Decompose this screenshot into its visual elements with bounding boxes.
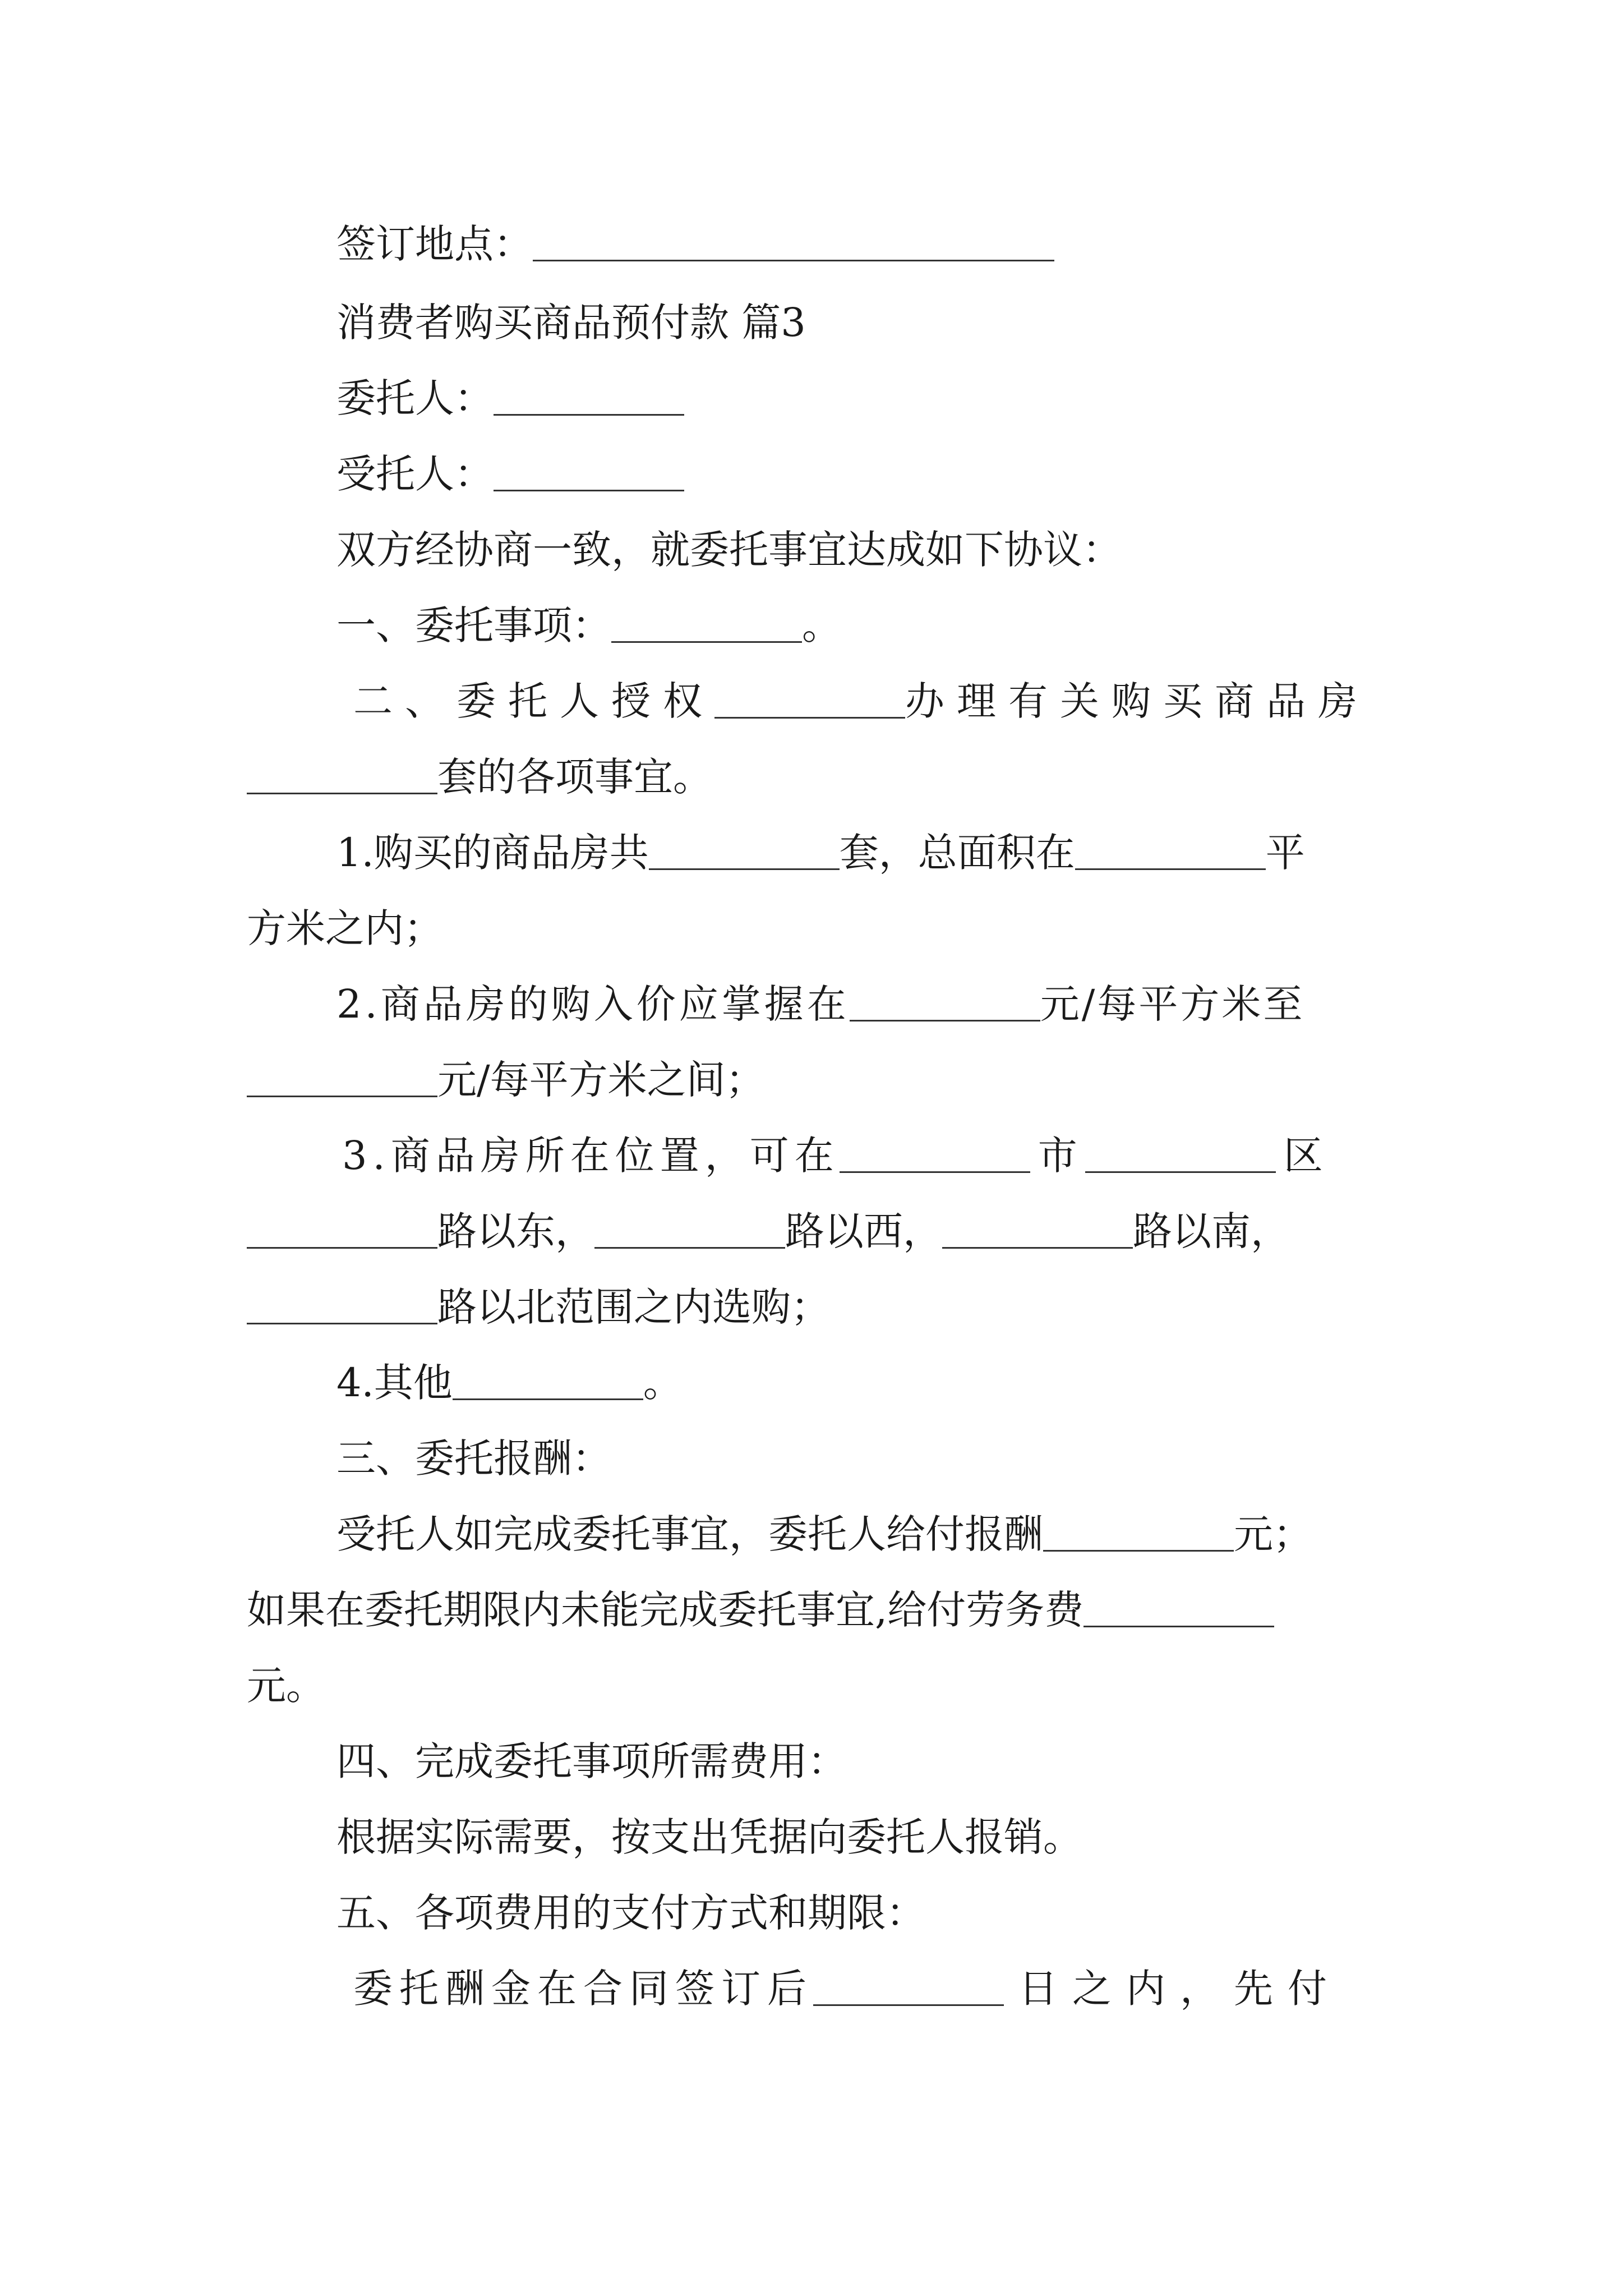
sec5-heading [336, 1888, 925, 1938]
p4-end: 。 [643, 1360, 683, 1406]
p1-line [336, 827, 1305, 878]
p3-line-3 [247, 1282, 830, 1332]
agent-blank [494, 453, 684, 492]
sec3-line-3 [247, 1660, 325, 1711]
principal-line [336, 373, 684, 424]
section-title-text: 消费者购买商品预付款 篇3 [336, 300, 806, 346]
item2-end: 套的各项事宜。 [437, 754, 712, 800]
p2-blank-a [850, 983, 1040, 1022]
sign-place-line [336, 219, 1054, 269]
p3-line-2 [247, 1206, 1290, 1257]
agent-line [336, 449, 684, 499]
intro-text: 双方经协商一致，就委托事宜达成如下协议： [336, 527, 1122, 573]
p1-blank-a [649, 831, 840, 871]
p3-blank-c [247, 1210, 437, 1249]
p2-label: 2.商品房的购入价应掌握在 [336, 981, 850, 1027]
sec3-unit: 元； [1234, 1511, 1312, 1557]
sec4-text: 根据实际需要，按支出凭据向委托人报销。 [336, 1814, 1082, 1860]
p2-line [336, 979, 1304, 1029]
p3-south: 路以南， [1133, 1208, 1290, 1254]
item2-blank-b [247, 756, 437, 795]
p4-label: 4.其他 [336, 1360, 453, 1406]
sec5-line [353, 1963, 1341, 2014]
p3-line [342, 1130, 1323, 1181]
p3-blank-e [942, 1210, 1133, 1249]
p3-east: 路以东， [437, 1208, 594, 1254]
p4-blank [453, 1361, 643, 1401]
item2-line-2 [247, 752, 712, 802]
p3-west: 路以西， [785, 1208, 942, 1254]
sec3-heading [336, 1433, 611, 1484]
sec3-line [336, 1509, 1312, 1559]
principal-label: 委托人： [336, 375, 494, 421]
p1-cont: 方米之内； [247, 905, 443, 951]
sec3-heading-text: 三、委托报酬： [336, 1435, 611, 1481]
item2-label: 二、委托人授权 [353, 678, 714, 724]
sec5-blank [813, 1967, 1004, 2007]
sec3-line-2 [247, 1585, 1274, 1635]
p1-label: 1.购买的商品房共 [336, 830, 649, 876]
item1-blank [611, 604, 802, 643]
sec4-heading-text: 四、完成委托事项所需费用： [336, 1738, 847, 1784]
p1-end: 平 [1265, 830, 1305, 876]
sec3-blank-b [1083, 1589, 1274, 1628]
sec3-blank-a [1043, 1513, 1234, 1552]
p3-blank-a [840, 1134, 1030, 1174]
sec5-text: 委托酬金在合同签订后 [353, 1966, 813, 2012]
p3-label: 3.商品房所在位置，可在 [342, 1133, 840, 1179]
p2-blank-b [247, 1059, 437, 1098]
item1-end: 。 [802, 602, 841, 648]
p3-blank-d [594, 1210, 785, 1249]
p3-city: 市 [1038, 1133, 1077, 1179]
sign-place-blank [533, 223, 1054, 262]
intro-line [336, 524, 1122, 575]
p2-line-2 [247, 1055, 765, 1105]
item2-text: 办理有关购买商品房 [905, 678, 1370, 724]
sec5-heading-text: 五、各项费用的支付方式和期限： [336, 1890, 925, 1936]
p2-mid: 元/每平方米至 [1040, 981, 1305, 1027]
item1-label: 一、委托事项： [336, 602, 611, 648]
p4-line [336, 1358, 683, 1408]
section-title [336, 297, 806, 348]
sec3-text: 受托人如完成委托事宜，委托人给付报酬 [336, 1511, 1043, 1557]
p3-district: 区 [1283, 1133, 1323, 1179]
p3-blank-f [247, 1286, 437, 1325]
sec4-heading [336, 1736, 847, 1787]
p1-blank-b [1075, 831, 1266, 871]
item2-line [353, 676, 1370, 726]
agent-label: 受托人： [336, 451, 494, 497]
sign-place-label: 签订地点： [336, 221, 533, 267]
p1-mid: 套，总面积在 [839, 830, 1075, 876]
sec3-text-2: 如果在委托期限内未能完成委托事宜,给付劳务费 [247, 1587, 1084, 1633]
sec4-line [336, 1812, 1082, 1862]
sec5-end: 日之内，先付 [1018, 1966, 1341, 2012]
p3-north: 路以北范围之内选购； [437, 1284, 830, 1330]
p2-end: 元/每平方米之间； [437, 1057, 765, 1103]
p1-line-2 [247, 903, 443, 954]
item1-line [336, 600, 841, 651]
item2-blank-a [714, 680, 905, 719]
p3-blank-b [1085, 1134, 1276, 1174]
principal-blank [494, 377, 684, 416]
sec3-end: 元。 [247, 1663, 325, 1709]
